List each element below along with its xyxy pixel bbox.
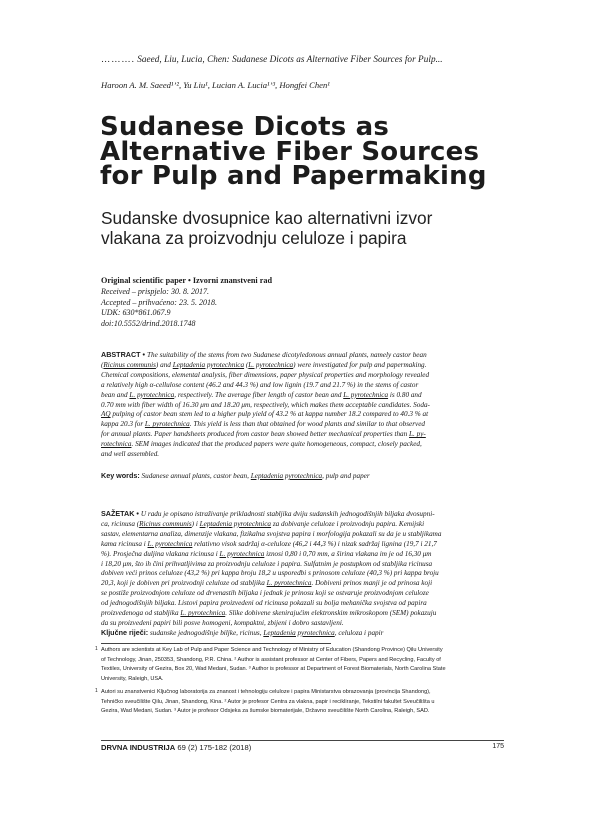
footnote-divider [101,643,331,644]
abstract-underlined-term: Ricinus communis [103,360,156,369]
abstract-line: kappa 20.3 for L. pyrotechnica. This yield is less than that obtained for wood plants and similar to that observed [101,420,425,429]
abstract-line: rotechnica. SEM images indicated that the produced papers were quite homogeneous, compact, closely packed, [101,440,422,449]
article-type: Original scientific paper • Izvorni znanstveni rad [101,276,273,285]
sazetak-line: proizvedenoga od stabljika L. pyrotechnica. Slike dobivene skenirajućim elektronskim mikroskopom (SEM) pokazuju [101,609,437,618]
abstract-underlined-term: L. pyrotechnica [248,360,294,369]
footnote-line: University, Raleigh, USA. [101,675,164,682]
footer-rule [101,740,504,741]
page-number: 175 [492,743,504,750]
title-line-2: Alternative Fiber Sources [100,136,480,167]
page-footer [101,743,504,752]
sazetak-line: kama ricinusa i L. pyrotechnica relativno visok sadržaj α-celuloze (46,2 i 44,3 %) i nizak sadržaj lignina (19,7 i 21,7 [101,539,437,548]
kljucne-text-before: sudanske jednogodišnje biljke, ricinus, [148,629,264,637]
abstract-line: bean and L. pyrotechnica, respectively. The average fiber length of castor bean and L. pyrotechnica is 0.80 and [101,390,422,399]
sazetak-line: %). Prosječna duljina vlakana ricinusa i L. pyrotechnica iznosi 0,80 i 0,70 mm, a širina vlakana im je od 16,30 μm [101,549,432,558]
abstract-underlined-term: L. pyrotechnica [144,420,190,429]
running-head-text: Saeed, Liu, Lucia, Chen: Sudanese Dicots as Alternative Fiber Sources for Pulp... [137,54,443,64]
abstract-line: (Ricinus communis) and Leptadenia pyrotechnica (L. pyrotechnica) were investigated for pulp and papermaking. [101,360,427,369]
running-head [101,54,521,64]
footnote-line: of Technology, Jinan, 250353, Shandong, P.R. China. ² Author is assistant professor at Center of Fibers, Papers and Recycling, Faculty of [101,656,441,663]
sazetak-underlined-term: Leptadenia pyrotechnica [199,519,272,528]
keywords [101,471,511,480]
sazetak-line: 20,3, koji je dobiven pri proizvodnji celuloze od stabljika L. pyrotechnica. Dobiveni prinos manji je od prinosa koji [101,579,433,588]
title-line-3: for Pulp and Papermaking [100,161,487,191]
sazetak-line: dobiven veći prinos celuloze (43,2 %) pri kappa broju 18,2 u usporedbi s prinosom celuloze (40,3 %) pri kappa broju [101,569,439,578]
sazetak-label: SAŽETAK • [101,509,141,518]
footnote-line: Tehničko sveučilište Qilu, Jinan, Shandong, Kina. ² Autor je profesor Centra za vlakna, papir i recikliranje, Tekstilni fakultet Sveučilišta u [101,698,435,705]
abstract-line: ABSTRACT • The suitability of the stems from two Sudanese dicotyledonous annual plants, namely castor bean [101,350,427,359]
keywords-text-before: Sudanese annual plants, castor bean, [139,472,251,480]
footnote-line: Authors are scientists at Key Lab of Pulp and Paper Science and Technology of Ministry of Education (Shandong Province) Qilu University [101,647,443,653]
sazetak-line: od jednogodišnjih biljaka. Listovi papira proizvedeni od ricinusa pokazali su bolja mehanička svojstva od papira [101,599,427,608]
sazetak-line: da su proizvedeni papiri bili posve homogeni, kompaktni, zbijeni i dobro sastavljeni. [101,618,344,627]
title-line-1: Sudanese Dicots as [100,112,390,142]
sazetak-line: sastav, elementarna analiza, dimenzije vlakana, fizikalna svojstva papira i morfologija pokazali su da je u stabljikama [101,529,442,538]
kljucne-label: Ključne riječi: [101,628,149,637]
abstract-label: ABSTRACT • [101,350,148,359]
kljucne-text-after: , celuloza i papir [334,629,384,637]
abstract-underlined-term: rotechnica [101,440,132,449]
sazetak-underlined-term: L. pyrotechnica [219,549,265,558]
footnote-line: Autori su znanstvenici Ključnog laboratorija za znanost i tehnologiju celuloze i papira Ministarstva obrazovanja (provincija Shandong), [101,689,431,695]
keywords-label: Key words: [101,471,140,480]
kljucne-rijeci [101,628,511,637]
abstract-underlined-term: L. pyrotechnica [129,390,175,399]
footnote-croatian [95,688,511,717]
abstract-line: Chemical compositions, elemental analysis, fiber dimensions, paper physical properties and morphology revealed [101,370,430,379]
author-list: Haroon A. M. Saeed¹ʼ², Yu Liu¹, Lucian A. Lucia¹ʼ³, Hongfei Chen¹ [101,80,330,90]
kljucne-underlined: Leptadenia pyrotechnica [263,629,335,637]
sazetak-line: i 18,20 μm, što ih čini prihvatljivima za proizvodnju celuloze i papira. Sulfatnim je postupkom od stabljika ricinusa [101,559,433,568]
sazetak-underlined-term: Ricinus communis [139,519,192,528]
sazetak-line: SAŽETAK • U radu je opisano istraživanje prikladnosti stabljika dviju sudanskih jednogodišnjih biljaka dvosupni- [101,509,435,518]
article-meta [101,276,521,329]
sazetak-underlined-term: L. pyrotechnica [180,609,226,618]
received-date: Received – prispjelo: 30. 8. 2017. [101,287,209,296]
running-head-dots: ………. [101,54,135,64]
abstract-underlined-term: Leptadenia pyrotechnica [172,360,245,369]
udk-code: UDK: 630*861.067.9 [101,308,171,317]
sazetak-line: se postiže proizvodnjom celuloze od drvenastih biljaka i jednak je prinosu koji se ostvaruje proizvodnjom celuloze [101,589,429,598]
abstract [101,350,504,460]
abstract-underlined-term: AQ [101,410,111,419]
subtitle-line-1: Sudanske dvosupnice kao alternativni izvor [101,208,433,228]
abstract-underlined-term: L. pyrotechnica [343,390,389,399]
paper-title [100,112,540,191]
footnote-mark: 1 [95,646,98,652]
abstract-underlined-term: L. py- [409,430,426,439]
footnote-mark: 1 [95,688,98,694]
subtitle-line-2: vlakana za proizvodnju celuloze i papira [101,228,407,248]
keywords-text-after: , pulp and paper [322,472,370,480]
abstract-line: AQ pulping of castor bean stem led to a higher pulp yield of 43.2 % at kappa number 18.2 compared to 40.3 % at [101,410,429,419]
footnote-line: Gezira, Wad Medani, Sudan. ³ Autor je profesor Odsjeka za šumske biomaterijale, Državno sveučilište North Carolina, Raleigh, SAD. [101,708,430,715]
abstract-line: a relatively high α-cellulose content (46.2 and 44.3 %) and low lignin (19.7 and 21.7 %) in the stems of castor [101,380,419,389]
keywords-underlined: Leptadenia pyrotechnica [250,472,323,480]
footnote-line: Textiles, University of Gezira, Box 20, Wad Medani, Sudan. ³ Author is professor at Department of Forest Biomaterials, North Carolina State [101,666,446,673]
journal-issue: 69 (2) 175-182 (2018) [177,743,252,752]
doi: doi:10.5552/drind.2018.1748 [101,318,196,328]
abstract-line: and well assembled. [101,450,160,459]
sazetak-underlined-term: L. pyrotechnica [266,579,312,588]
journal-name: DRVNA INDUSTRIJA [101,743,176,752]
sazetak-underlined-term: L. pyrotechnica [147,539,193,548]
abstract-line: 0.70 mm with fiber width of 16.30 μm and 18.20 μm, respectively, which makes them acceptable candidates. Soda- [101,400,430,409]
accepted-date: Accepted – prihvaćeno: 23. 5. 2018. [101,297,217,307]
abstract-line: for annual plants. Paper handsheets produced from castor bean showed better mechanical properties than L. py- [101,430,426,439]
paper-subtitle [101,208,531,248]
sazetak-line: ca, ricinusa (Ricinus communis) i Leptadenia pyrotechnica za dobivanje celuloze i proizvodnju papira. Kemijski [101,519,425,528]
sazetak [101,509,504,629]
footnote-english [95,646,511,684]
